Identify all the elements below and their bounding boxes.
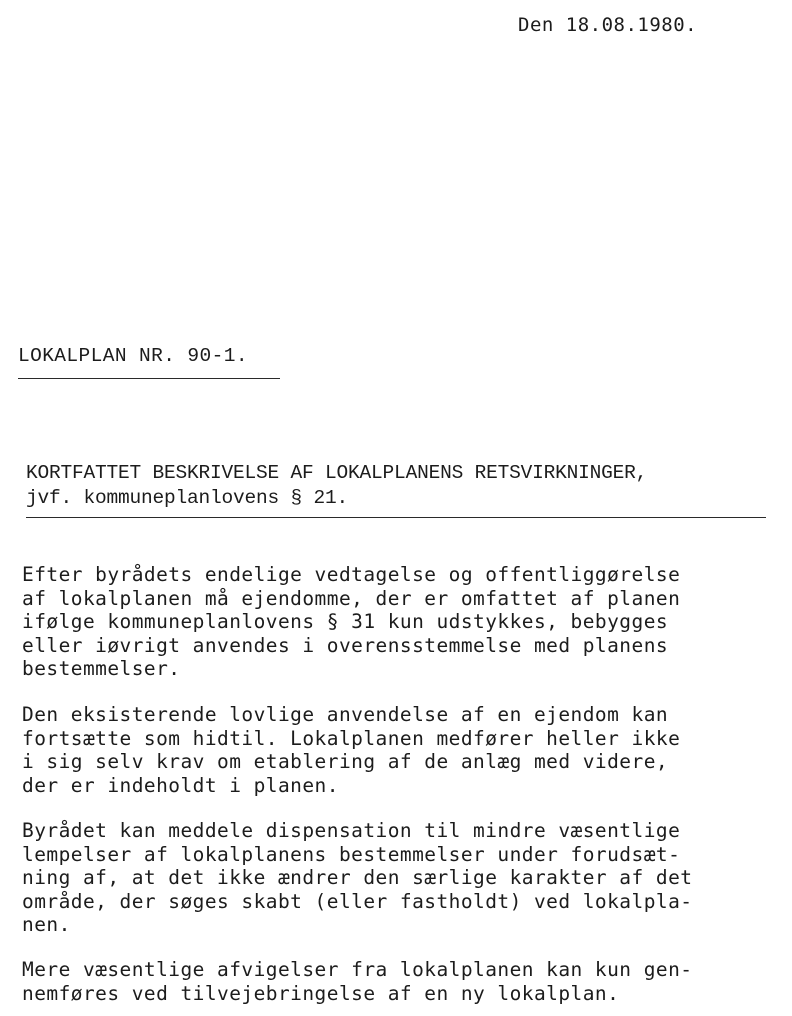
paragraph-line: eller iøvrigt anvendes i overensstemmelse med planens — [22, 633, 669, 657]
paragraph-line: område, der søges skabt (eller fastholdt) ved lokalpla- — [22, 889, 693, 913]
paragraph-existing-use — [22, 703, 680, 797]
plan-title: LOKALPLAN NR. 90-1. — [18, 345, 248, 367]
paragraph-line: fortsætte som hidtil. Lokalplanen medfører heller ikke — [22, 726, 681, 750]
paragraph-line: bestemmelser. — [22, 657, 181, 680]
paragraph-line: Efter byrådets endelige vedtagelse og offentliggørelse — [22, 563, 681, 586]
document-date: Den 18.08.1980. — [518, 14, 698, 36]
paragraph-line: der er indeholdt i planen. — [22, 773, 339, 797]
paragraph-line: ning af, at det ikke ændrer den særlige karakter af det — [22, 866, 693, 889]
section-heading-line: jvf. kommuneplanlovens § 21. — [26, 487, 349, 509]
paragraph-line: nen. — [22, 913, 71, 936]
section-heading-line: KORTFATTET BESKRIVELSE AF LOKALPLANENS RETSVIRKNINGER, — [26, 462, 648, 484]
paragraph-line: Byrådet kan meddele dispensation til mindre væsentlige — [22, 819, 681, 842]
paragraph-line: nemføres ved tilvejebringelse af en ny lokalplan. — [22, 981, 620, 1005]
paragraph-line: Mere væsentlige afvigelser fra lokalplanen kan kun gen- — [22, 958, 693, 981]
paragraph-line: af lokalplanen må ejendomme, der er omfattet af planen — [22, 586, 681, 610]
paragraph-effects — [22, 563, 680, 681]
section-heading — [26, 461, 647, 511]
paragraph-line: i sig selv krav om etablering af de anlæg med videre, — [22, 750, 669, 773]
paragraph-line: lempelser af lokalplanens bestemmelser under forudsæt- — [22, 842, 681, 866]
paragraph-line: ifølge kommuneplanlovens § 31 kun udstykkes, bebygges — [22, 610, 669, 633]
paragraph-deviations — [22, 958, 692, 1005]
paragraph-line: Den eksisterende lovlige anvendelse af en ejendom kan — [22, 703, 669, 726]
paragraph-dispensation — [22, 819, 692, 937]
plan-title-underline — [18, 378, 280, 379]
section-heading-underline — [26, 517, 766, 518]
